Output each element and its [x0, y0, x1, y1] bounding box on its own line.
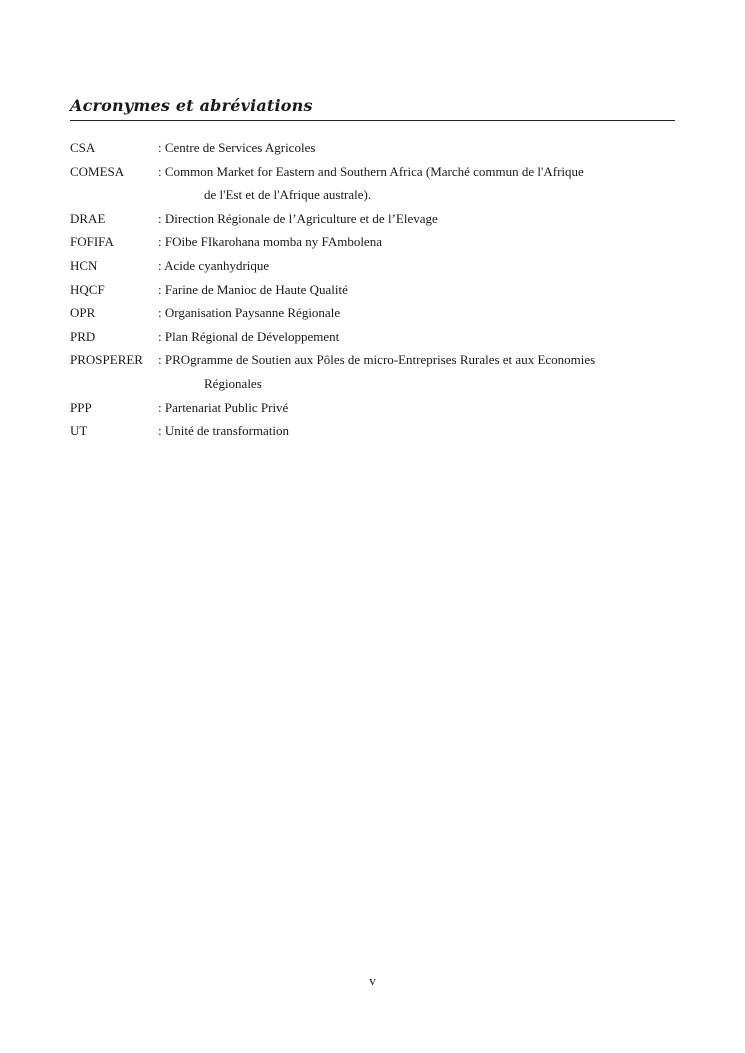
abbreviation-definition: : Farine de Manioc de Haute Qualité — [158, 281, 348, 297]
abbreviation-row-comesa — [70, 160, 675, 207]
abbreviation-term: UT — [70, 423, 88, 439]
abbreviation-row-hqcf — [70, 278, 675, 302]
abbreviation-definition-continuation: de l'Est et de l'Afrique australe). — [204, 187, 372, 203]
abbreviation-definition-continuation: Régionales — [204, 375, 262, 391]
abbreviation-definition: : Common Market for Eastern and Southern Africa (Marché commun de l'Afrique — [158, 163, 584, 179]
abbreviation-term: DRAE — [70, 210, 106, 226]
title-divider — [70, 120, 675, 121]
abbreviation-definition: : Plan Régional de Développement — [158, 328, 340, 344]
abbreviation-term: COMESA — [70, 163, 125, 179]
abbreviation-definition: : Acide cyanhydrique — [158, 257, 270, 273]
abbreviation-definition-block — [158, 348, 675, 395]
abbreviation-definition: : FOibe FIkarohana momba ny FAmbolena — [158, 234, 382, 250]
abbreviation-term: OPR — [70, 305, 96, 321]
abbreviation-definition: : Direction Régionale de l’Agriculture et de l’Elevage — [158, 210, 438, 226]
abbreviation-term: PPP — [70, 399, 92, 415]
page-number: v — [369, 973, 376, 988]
abbreviation-row-drae — [70, 207, 675, 231]
abbreviation-term: PRD — [70, 328, 96, 344]
abbreviation-term: PROSPERER — [70, 352, 143, 368]
abbreviation-row-fofifa — [70, 230, 675, 254]
abbreviation-definition: : Partenariat Public Privé — [158, 399, 289, 415]
page-title: Acronymes et abréviations — [70, 96, 313, 115]
abbreviation-row-hcn — [70, 254, 675, 278]
abbreviation-row-prosperer — [70, 348, 675, 395]
abbreviation-term: CSA — [70, 140, 96, 155]
abbreviation-definition: : Organisation Paysanne Régionale — [158, 305, 341, 321]
abbreviation-row-csa — [70, 136, 675, 160]
abbreviation-term: HQCF — [70, 281, 105, 297]
abbreviation-term: HCN — [70, 257, 98, 273]
abbreviation-definition: : Centre de Services Agricoles — [158, 140, 316, 155]
abbreviation-definition: : PROgramme de Soutien aux Pôles de micro-Entreprises Rurales et aux Economies — [158, 352, 596, 368]
abbreviation-term: FOFIFA — [70, 234, 114, 250]
abbreviation-row-ut — [70, 419, 675, 443]
abbreviation-definition-block — [158, 160, 675, 207]
abbreviation-row-prd — [70, 325, 675, 349]
abbreviation-definition: : Unité de transformation — [158, 423, 290, 439]
abbreviation-row-opr — [70, 301, 675, 325]
abbreviation-list — [70, 136, 675, 443]
abbreviation-row-ppp — [70, 396, 675, 420]
